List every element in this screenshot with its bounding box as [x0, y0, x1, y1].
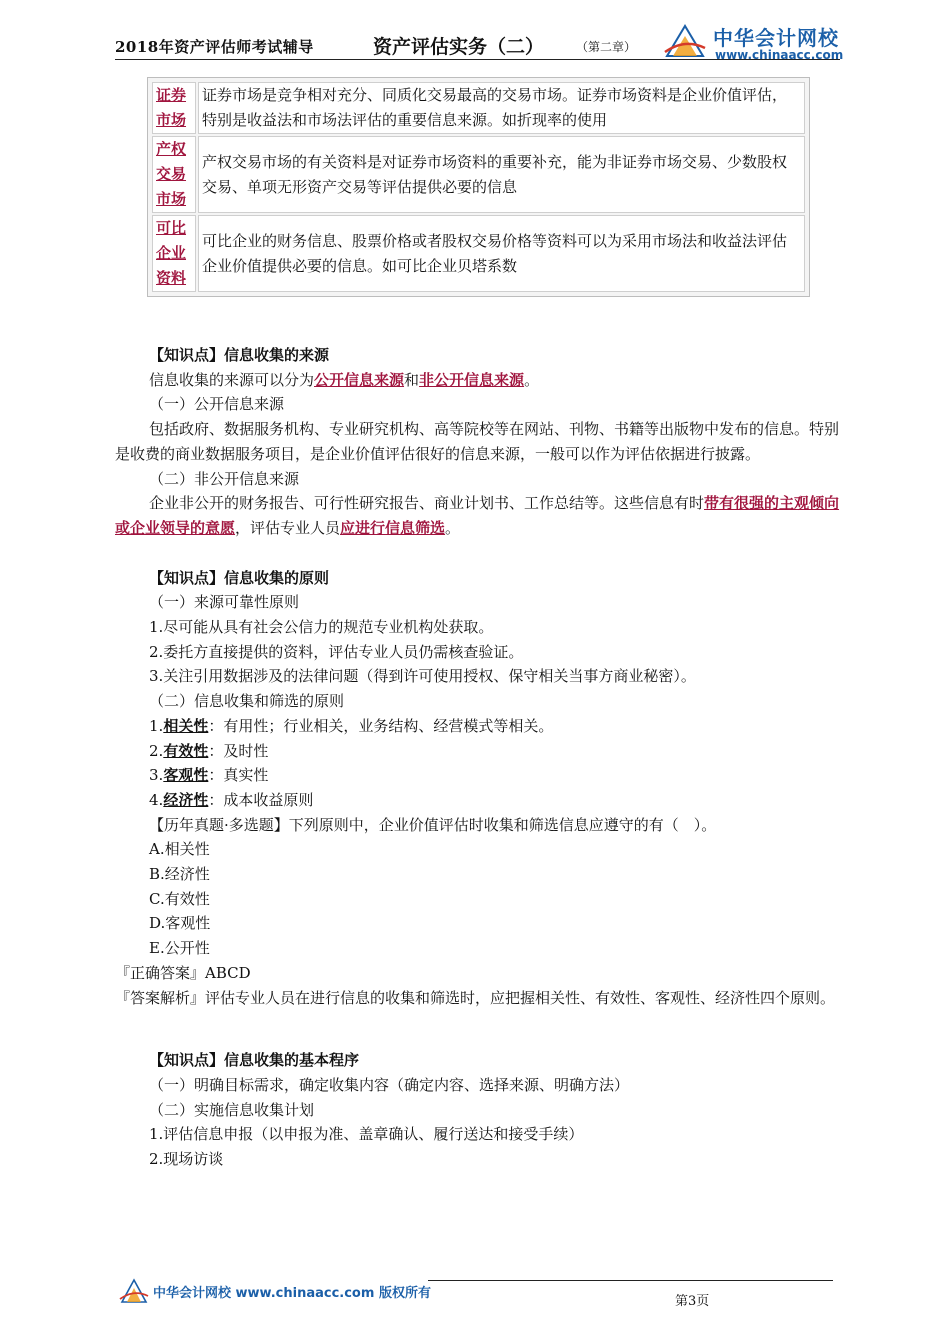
- list-item: 1.评估信息申报（以申报为准、盖章确认、履行送达和接受手续）: [149, 1125, 584, 1144]
- text: 2.: [149, 741, 164, 760]
- text: 和: [404, 370, 420, 389]
- list-item: [115, 788, 840, 813]
- table-row: [152, 82, 805, 134]
- text: ：及时性: [208, 741, 269, 760]
- logo-icon: [663, 24, 707, 58]
- exam-question: 【历年真题·多选题】下列原则中，企业价值评估时收集和筛选信息应遵守的有（ ）。: [149, 815, 717, 834]
- option-b: B.经济性: [149, 865, 210, 884]
- text: ，评估专业人员: [235, 518, 341, 537]
- table-key[interactable]: 证券市场: [152, 82, 196, 134]
- table-value: 证券市场是竞争相对充分、同质化交易最高的交易市场。证券市场资料是企业价值评估，特别是收益法和市场法评估的重要信息来源。如折现率的使用: [198, 82, 805, 134]
- option-c: C.有效性: [149, 889, 210, 908]
- answer-analysis: 『答案解析』评估专业人员在进行信息的收集和筛选时，应把握相关性、有效性、客观性、经济性四个原则。: [115, 988, 836, 1007]
- header-rule: [115, 59, 840, 60]
- list-item: 2.现场访谈: [149, 1150, 224, 1169]
- header-course: 2018年资产评估师考试辅导: [115, 38, 314, 56]
- spacer: [115, 541, 840, 566]
- list-item: 3.关注引用数据涉及的法律问题（得到许可使用授权、保守相关当事方商业秘密）。: [149, 667, 696, 686]
- highlight-link[interactable]: 应进行信息筛选: [340, 518, 446, 537]
- paragraph: [115, 368, 840, 393]
- principle-term: 相关性: [163, 716, 209, 735]
- text: 1.: [149, 716, 164, 735]
- text: 信息收集的来源可以分为: [149, 370, 315, 389]
- logo-url[interactable]: www.chinaacc.com: [715, 48, 844, 62]
- principle-term: 客观性: [163, 766, 209, 785]
- header-title: 资产评估实务（二）: [373, 36, 545, 58]
- footer-copyright: 中华会计网校 www.chinaacc.com 版权所有: [153, 1286, 431, 1301]
- option-d: D.客观性: [149, 914, 211, 933]
- list-item: [115, 714, 840, 739]
- subheading: （二）非公开信息来源: [149, 469, 300, 488]
- spacer: [115, 1035, 840, 1048]
- text: ：真实性: [208, 766, 269, 785]
- text: 3.: [149, 766, 164, 785]
- table-row: [152, 136, 805, 213]
- table-key[interactable]: 产权交易市场: [152, 136, 196, 213]
- paragraph: [115, 491, 840, 540]
- highlight-link[interactable]: 非公开信息来源: [419, 370, 525, 389]
- page-header: [115, 22, 844, 62]
- table-value: 可比企业的财务信息、股票价格或者股权交易价格等资料可以为采用市场法和收益法评估企业价值提供必要的信息。如可比企业贝塔系数: [198, 215, 805, 292]
- text: 4.: [149, 790, 164, 809]
- list-item: [115, 739, 840, 764]
- subheading: （二）实施信息收集计划: [149, 1100, 315, 1119]
- highlight-link[interactable]: 公开信息来源: [314, 370, 405, 389]
- text: ：成本收益原则: [208, 790, 314, 809]
- subheading: （一）来源可靠性原则: [149, 593, 300, 612]
- text: 企业非公开的财务报告、可行性研究报告、商业计划书、工作总结等。这些信息有时: [149, 494, 705, 513]
- section-heading: 【知识点】信息收集的来源: [149, 346, 330, 364]
- correct-answer: 『正确答案』ABCD: [115, 963, 251, 982]
- text: 。: [524, 370, 540, 389]
- footer-logo-icon: [119, 1278, 149, 1304]
- footer-rule: [428, 1280, 833, 1281]
- section-heading: 【知识点】信息收集的原则: [149, 568, 330, 587]
- info-source-table: [147, 77, 810, 297]
- table-key[interactable]: 可比企业资料: [152, 215, 196, 292]
- subheading: （一）公开信息来源: [149, 395, 285, 414]
- subheading: （一）明确目标需求，确定收集内容（确定内容、选择来源、明确方法）: [149, 1075, 630, 1094]
- option-e: E.公开性: [149, 939, 210, 958]
- highlight-link[interactable]: 带有很强的主观倾向或企业领导的意愿: [115, 494, 840, 537]
- paragraph: 包括政府、数据服务机构、专业研究机构、高等院校等在网站、刊物、书籍等出版物中发布的信息。特别是收费的商业数据服务项目，是企业价值评估很好的信息来源，一般可以作为评估依据进行披露。: [115, 420, 840, 463]
- page-number: 第3页: [675, 1294, 710, 1309]
- principle-term: 经济性: [163, 790, 209, 809]
- spacer: [115, 1010, 840, 1035]
- main-content: [115, 343, 840, 1172]
- section-heading: 【知识点】信息收集的基本程序: [149, 1051, 360, 1070]
- header-chapter: （第二章）: [576, 40, 637, 54]
- page-footer: [115, 1278, 840, 1318]
- option-a: A.相关性: [149, 840, 210, 859]
- table-value: 产权交易市场的有关资料是对证券市场资料的重要补充，能为非证券市场交易、少数股权交易、单项无形资产交易等评估提供必要的信息: [198, 136, 805, 213]
- principle-term: 有效性: [163, 741, 209, 760]
- logo-name: 中华会计网校: [713, 26, 839, 50]
- text: 。: [445, 518, 461, 537]
- subheading: （二）信息收集和筛选的原则: [149, 692, 345, 711]
- table-row: [152, 215, 805, 292]
- text: ：有用性；行业相关，业务结构、经营模式等相关。: [208, 716, 554, 735]
- list-item: 2.委托方直接提供的资料，评估专业人员仍需核查验证。: [149, 642, 524, 661]
- list-item: 1.尽可能从具有社会公信力的规范专业机构处获取。: [149, 618, 494, 637]
- list-item: [115, 763, 840, 788]
